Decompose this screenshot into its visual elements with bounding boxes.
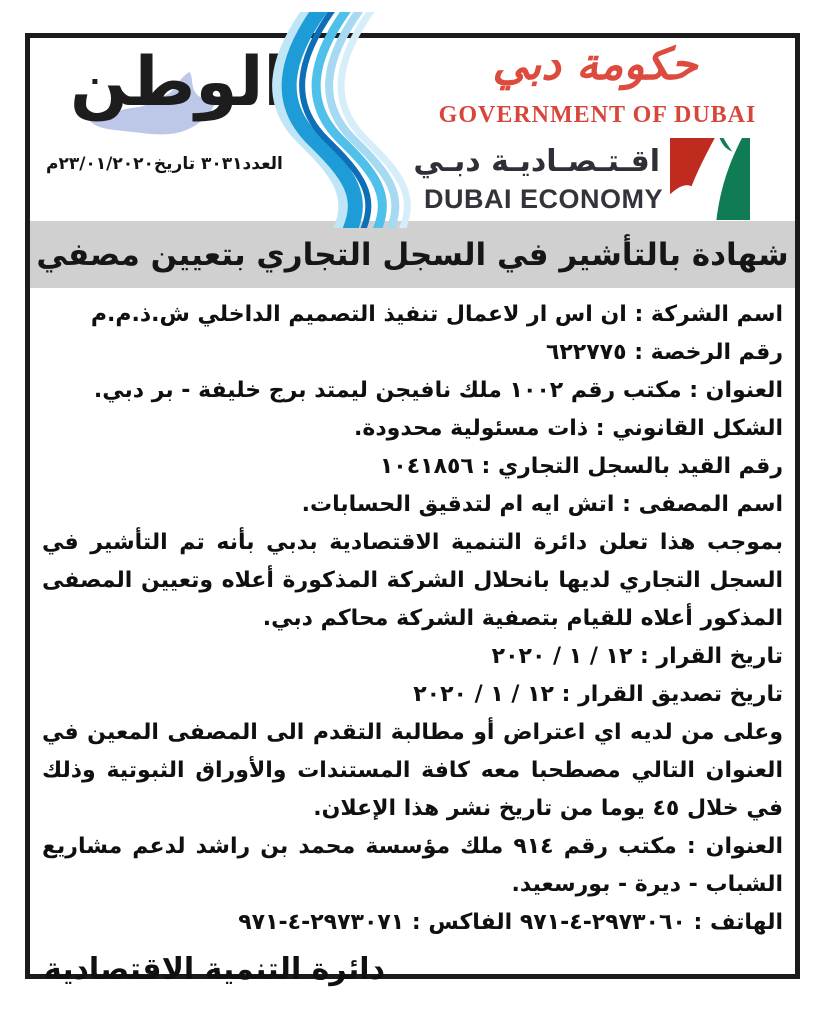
phone-fax-line: الهاتف : ٢٩٧٣٠٦٠-٤-٩٧١ الفاكس : ٢٩٧٣٠٧١-٤-٩٧١	[238, 910, 783, 935]
wave-graphic-icon	[220, 12, 425, 228]
dubai-economy-arabic-label: اقـتـصـاديـة دبـي	[413, 144, 660, 179]
ad-border-box	[25, 33, 800, 987]
dubai-economy-logo-icon	[670, 138, 750, 220]
decision-date-line: تاريخ القرار : ١٢ / ١ / ٢٠٢٠	[491, 644, 783, 669]
license-number-line: رقم الرخصة : ٦٢٢٧٧٥	[545, 340, 783, 365]
notice-body	[30, 288, 795, 942]
legal-form-line: الشكل القانوني : ذات مسئولية محدودة.	[354, 416, 783, 441]
company-address-line: العنوان : مكتب رقم ١٠٠٢ ملك نافيجن ليمتد برج خليفة - بر دبي.	[93, 378, 783, 403]
issuer-signature: دائرة التنمية الاقتصادية	[44, 952, 385, 987]
issue-date-line: العدد٣٠٣١ تاريخ٢٣/٠١/٢٠٢٠م	[46, 154, 283, 174]
liquidator-address-line: العنوان : مكتب رقم ٩١٤ ملك مؤسسة محمد بن راشد لدعم مشاريع الشباب - ديرة - بورسعيد.	[42, 834, 783, 897]
government-of-dubai-label: GOVERNMENT OF DUBAI	[438, 102, 757, 128]
company-name-line: اسم الشركة : ان اس ار لاعمال تنفيذ التصميم الداخلي ش.ذ.م.م	[90, 302, 783, 327]
notice-title: شهادة بالتأشير في السجل التجاري بتعيين مصفي	[36, 236, 789, 273]
dubai-economy-english-label: DUBAI ECONOMY	[423, 184, 663, 214]
liquidator-name-line: اسم المصفى : اتش ايه ام لتدقيق الحسابات.	[301, 492, 783, 517]
notice-title-bar	[30, 221, 795, 288]
ratification-date-line: تاريخ تصديق القرار : ١٢ / ١ / ٢٠٢٠	[413, 682, 783, 707]
objection-paragraph: وعلى من لديه اي اعتراض أو مطالبة التقدم الى المصفى المعين في العنوان التالي مصطحبا معه كافة المستندات والأوراق الثبوتية وذلك في خلال ٤٥ يوما من تاريخ نشر هذا الإعلان.	[42, 720, 783, 821]
register-number-line: رقم القيد بالسجل التجاري : ١٠٤١٨٥٦	[379, 454, 783, 479]
newspaper-name: الوطن	[70, 43, 287, 122]
ad-header	[30, 38, 795, 221]
government-of-dubai-calligraphy: حكومة دبي	[492, 39, 698, 90]
announcement-paragraph: بموجب هذا تعلن دائرة التنمية الاقتصادية بدبي بأنه تم التأشير في السجل التجاري لديها بانحلال الشركة المذكورة أعلاه وتعيين المصفى المذكور أعلاه للقيام بتصفية الشركة محاكم دبي.	[42, 530, 783, 631]
